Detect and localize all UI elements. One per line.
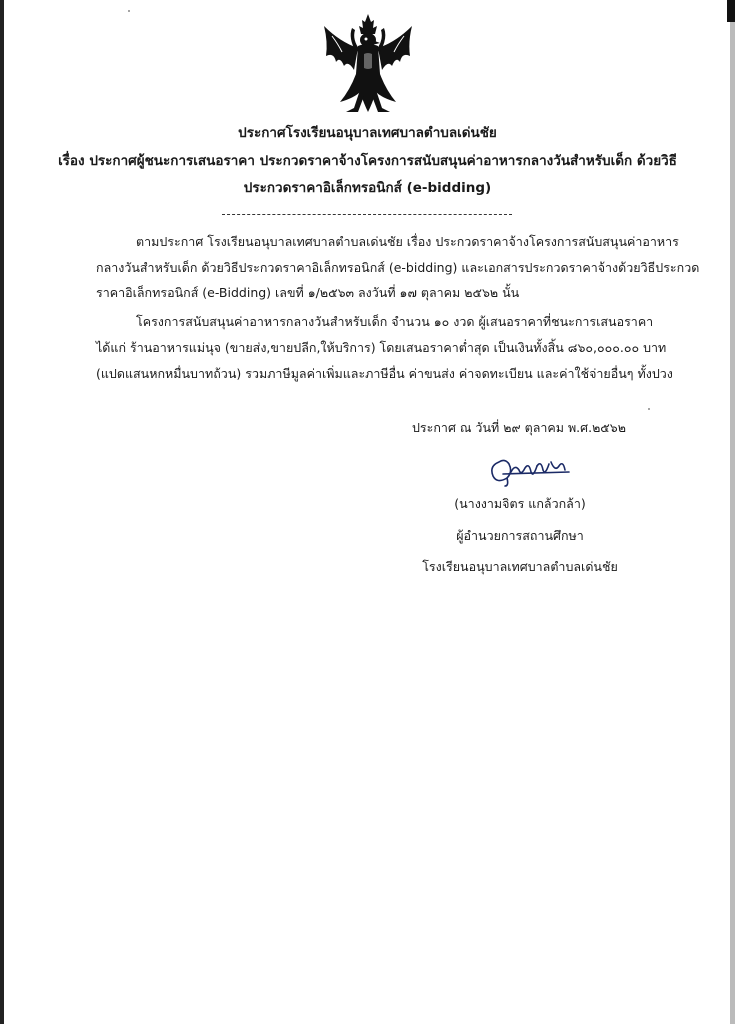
paragraph-1-line-2: กลางวันสำหรับเด็ก ด้วยวิธีประกวดราคาอิเล็กทรอนิกส์ (e-bidding) และเอกสารประกวดราคาจ้างด้วยวิธีประกวด	[96, 260, 700, 275]
announcement-date: ประกาศ ณ วันที่ ๒๙ ตุลาคม พ.ศ.๒๕๖๒	[412, 420, 626, 435]
document-subject: เรื่อง ประกาศผู้ชนะการเสนอราคา ประกวดราคาจ้างโครงการสนับสนุนค่าอาหารกลางวันสำหรับเด็ก ด้วยวิธี	[58, 153, 677, 169]
document-subject-continued: ประกวดราคาอิเล็กทรอนิกส์ (e-bidding)	[243, 180, 492, 196]
handwritten-signature-icon	[485, 452, 575, 488]
scan-speck	[648, 408, 650, 410]
signatory-position: ผู้อำนวยการสถานศึกษา	[456, 528, 584, 543]
signatory-name: (นางงามจิตร แกล้วกล้า)	[454, 496, 586, 511]
paragraph-2-line-1: โครงการสนับสนุนค่าอาหารกลางวันสำหรับเด็ก จำนวน ๑๐ งวด ผู้เสนอราคาที่ชนะการเสนอราคา	[136, 314, 654, 329]
garuda-emblem-icon	[320, 12, 416, 118]
scan-edge-right	[730, 0, 735, 1024]
title-divider	[222, 214, 512, 215]
paragraph-2-line-3: (แปดแสนหกหมื่นบาทถ้วน) รวมภาษีมูลค่าเพิ่มและภาษีอื่น ค่าขนส่ง ค่าจดทะเบียน และค่าใช้จ่ายอื่นๆ ทั้งปวง	[96, 366, 673, 381]
paragraph-2-line-2: ได้แก่ ร้านอาหารแม่นุจ (ขายส่ง,ขายปลีก,ให้บริการ) โดยเสนอราคาต่ำสุด เป็นเงินทั้งสิ้น ๘๖๐,๐๐๐.๐๐ บาท	[96, 340, 667, 355]
scan-speck	[128, 10, 130, 12]
signatory-organization: โรงเรียนอนุบาลเทศบาลตำบลเด่นชัย	[422, 559, 618, 574]
paragraph-1-line-3: ราคาอิเล็กทรอนิกส์ (e-Bidding) เลขที่ ๑/๒๕๖๓ ลงวันที่ ๑๗ ตุลาคม ๒๕๖๒ นั้น	[96, 285, 520, 300]
scan-edge-left	[0, 0, 4, 1024]
document-title: ประกาศโรงเรียนอนุบาลเทศบาลตำบลเด่นชัย	[238, 125, 497, 141]
paragraph-1-line-1: ตามประกาศ โรงเรียนอนุบาลเทศบาลตำบลเด่นชัย เรื่อง ประกวดราคาจ้างโครงการสนับสนุนค่าอาหาร	[136, 234, 679, 249]
scan-edge-right-corner	[727, 0, 735, 22]
